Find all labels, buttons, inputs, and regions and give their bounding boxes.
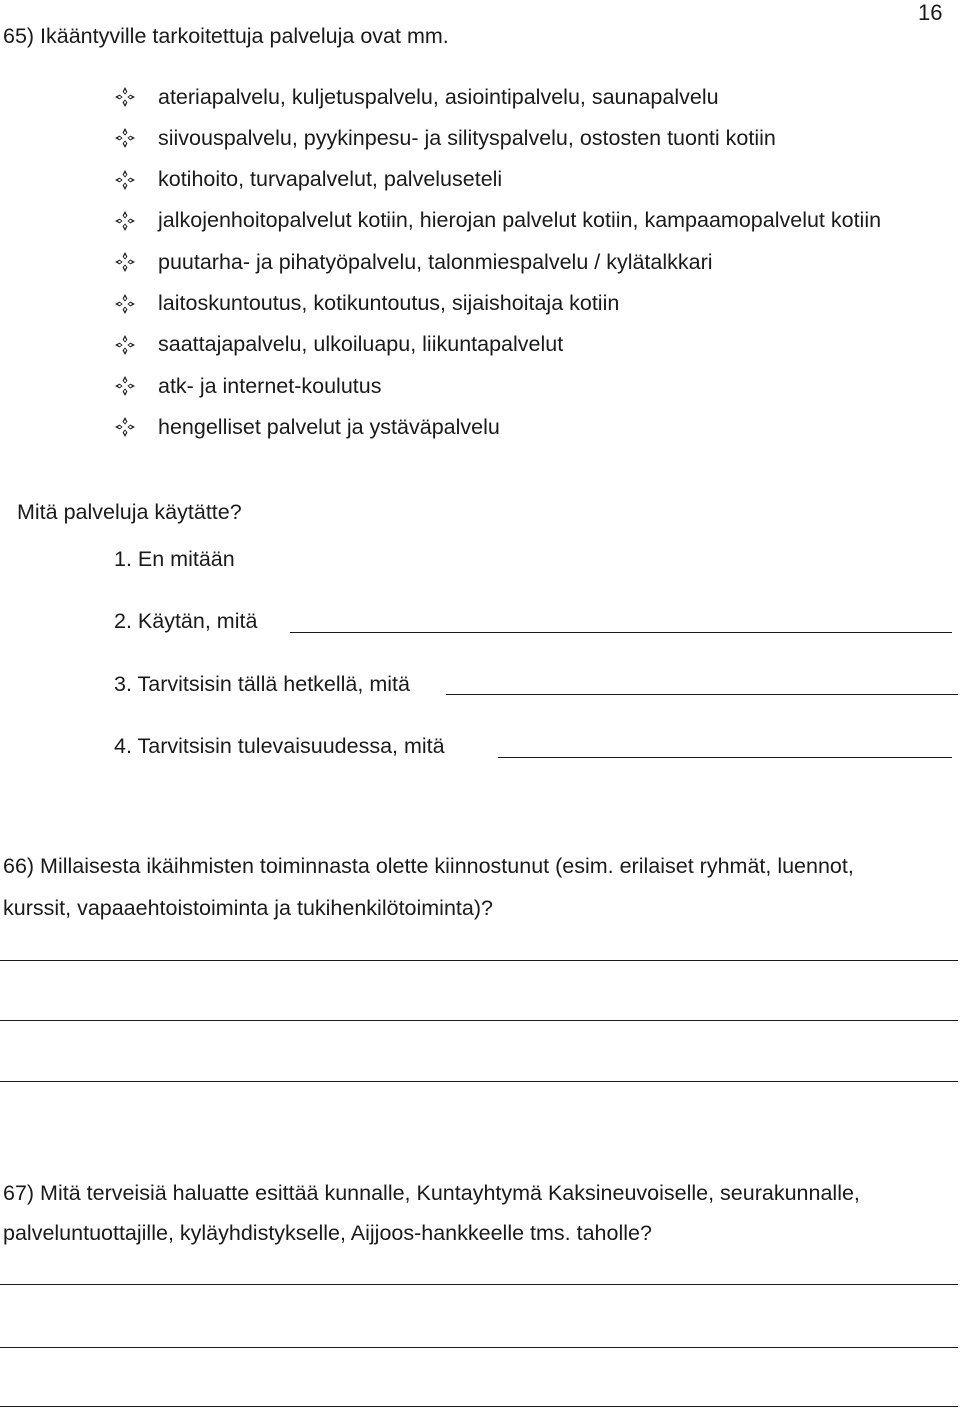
question-66-answer-line[interactable] (0, 1081, 958, 1082)
four-leaf-diamond-icon (114, 416, 136, 438)
service-list-item-text: ateriapalvelu, kuljetuspalvelu, asiointipalvelu, saunapalvelu (158, 84, 719, 109)
question-66-answer-line[interactable] (0, 960, 958, 961)
service-list-item (114, 84, 719, 110)
service-list-item (114, 332, 563, 358)
question-67-answer-line[interactable] (0, 1347, 958, 1348)
question-67-line-2: palveluntuottajille, kyläyhdistykselle, Aijjoos-hankkeelle tms. taholle? (3, 1221, 652, 1245)
service-list-item (114, 373, 381, 399)
question-67-answer-line[interactable] (0, 1284, 958, 1285)
question-65-title: 65) Ikääntyville tarkoitettuja palveluja ovat mm. (3, 24, 449, 48)
service-list-item-text: jalkojenhoitopalvelut kotiin, hierojan palvelut kotiin, kampaamopalvelut kotiin (158, 208, 882, 233)
page-number: 16 (918, 0, 943, 25)
option-1[interactable]: 1. En mitään (114, 547, 235, 571)
service-list-item (114, 249, 713, 275)
option-3-answer-line[interactable] (446, 694, 958, 695)
service-list-item-text: atk- ja internet-koulutus (158, 373, 382, 398)
four-leaf-diamond-icon (114, 127, 136, 149)
option-2[interactable]: 2. Käytän, mitä (114, 609, 258, 633)
option-4[interactable]: 4. Tarvitsisin tulevaisuudessa, mitä (114, 734, 445, 758)
question-66-line-2: kurssit, vapaaehtoistoiminta ja tukihenkilötoiminta)? (3, 896, 493, 920)
service-list-item-text: hengelliset palvelut ja ystäväpalvelu (158, 414, 500, 439)
service-list-item-text: saattajapalvelu, ulkoiluapu, liikuntapalvelut (158, 332, 564, 357)
question-66-answer-line[interactable] (0, 1020, 958, 1021)
four-leaf-diamond-icon (114, 293, 136, 315)
service-list-item-text: laitoskuntoutus, kotikuntoutus, sijaishoitaja kotiin (158, 291, 620, 315)
four-leaf-diamond-icon (114, 251, 136, 273)
four-leaf-diamond-icon (114, 169, 136, 191)
four-leaf-diamond-icon (114, 334, 136, 356)
question-67-answer-line[interactable] (0, 1406, 958, 1407)
question-66-line-1: 66) Millaisesta ikäihmisten toiminnasta olette kiinnostunut (esim. erilaiset ryhmät, luennot, (3, 854, 854, 878)
option-4-answer-line[interactable] (498, 757, 952, 758)
service-list-item (114, 125, 776, 151)
question-67-line-1: 67) Mitä terveisiä haluatte esittää kunnalle, Kuntayhtymä Kaksineuvoiselle, seurakunnalle, (3, 1181, 860, 1205)
question-65-subquestion: Mitä palveluja käytätte? (17, 500, 242, 524)
four-leaf-diamond-icon (114, 210, 136, 232)
four-leaf-diamond-icon (114, 86, 136, 108)
option-2-answer-line[interactable] (290, 632, 952, 633)
service-list-item (114, 167, 502, 193)
service-list-item (114, 414, 500, 440)
service-list-item (114, 291, 619, 317)
service-list-item-text: siivouspalvelu, pyykinpesu- ja silityspalvelu, ostosten tuonti kotiin (158, 125, 776, 150)
option-3[interactable]: 3. Tarvitsisin tällä hetkellä, mitä (114, 672, 410, 696)
service-list-item-text: kotihoito, turvapalvelut, palveluseteli (158, 167, 503, 192)
service-list-item-text: puutarha- ja pihatyöpalvelu, talonmiespalvelu / kylätalkkari (158, 249, 713, 274)
service-list-item (114, 208, 881, 234)
four-leaf-diamond-icon (114, 375, 136, 397)
